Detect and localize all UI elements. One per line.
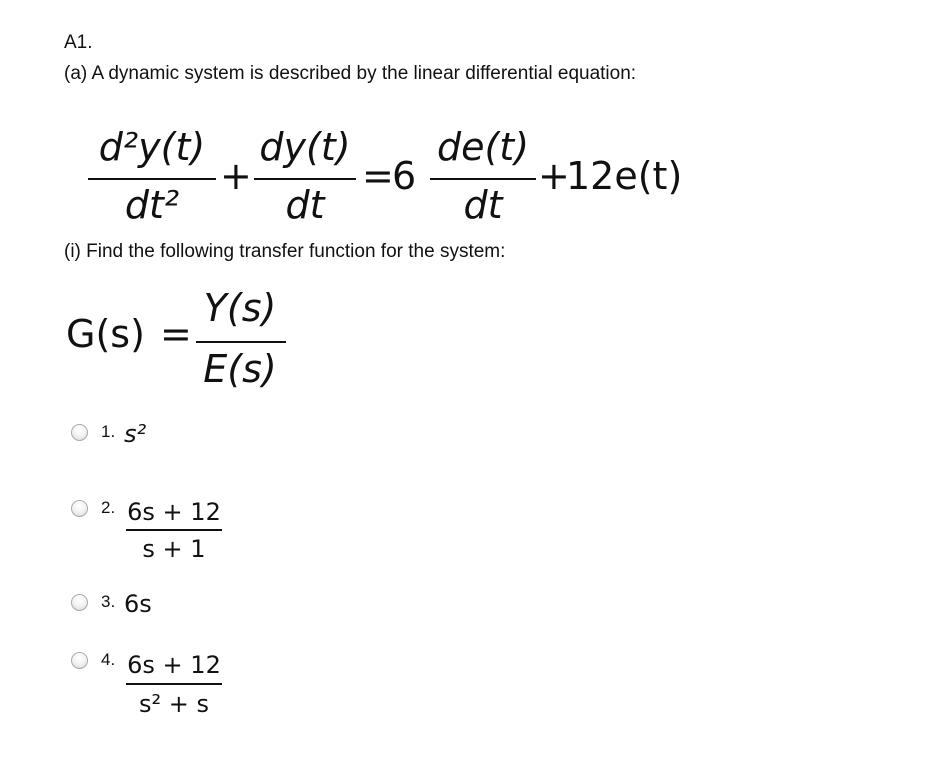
option-number: 2. bbox=[101, 498, 116, 517]
transfer-denominator: E(s) bbox=[203, 347, 277, 391]
option-1-answer: s² bbox=[124, 420, 147, 448]
term4: 12e(t) bbox=[566, 154, 683, 198]
option-number: 3. bbox=[101, 592, 116, 611]
term3-numerator: de(t) bbox=[436, 125, 530, 169]
transfer-numerator: Y(s) bbox=[203, 286, 277, 330]
equals-sign: = bbox=[362, 154, 394, 198]
fraction-bar bbox=[126, 683, 222, 685]
fraction-bar bbox=[88, 178, 216, 180]
part-i-text: (i) Find the following transfer function for the system: bbox=[64, 241, 506, 262]
option-number: 4. bbox=[101, 650, 116, 669]
equals-sign: = bbox=[160, 312, 192, 356]
plus-sign: + bbox=[220, 154, 252, 198]
option-1-radio[interactable] bbox=[71, 424, 88, 441]
option-2-denominator: s + 1 bbox=[142, 535, 206, 563]
option-2-radio[interactable] bbox=[71, 500, 88, 517]
fraction-bar bbox=[196, 341, 286, 343]
option-4-denominator: s² + s bbox=[139, 690, 209, 718]
fraction-bar bbox=[430, 178, 536, 180]
coefficient: 6 bbox=[392, 154, 417, 198]
option-4-numerator: 6s + 12 bbox=[127, 651, 221, 679]
option-3-radio[interactable] bbox=[71, 594, 88, 611]
term1-denominator: dt² bbox=[124, 183, 180, 227]
term3-denominator: dt bbox=[463, 183, 503, 227]
option-4-radio[interactable] bbox=[71, 652, 88, 669]
term1-numerator: d²y(t) bbox=[98, 125, 206, 169]
question-number: A1. bbox=[64, 32, 93, 53]
plus-sign: + bbox=[538, 154, 570, 198]
option-3-answer: 6s bbox=[124, 590, 152, 618]
option-2-numerator: 6s + 12 bbox=[127, 498, 221, 526]
fraction-bar bbox=[126, 529, 222, 531]
part-a-text: (a) A dynamic system is described by the linear differential equation: bbox=[64, 63, 637, 84]
term2-numerator: dy(t) bbox=[259, 125, 351, 169]
fraction-bar bbox=[254, 178, 356, 180]
term2-denominator: dt bbox=[285, 183, 325, 227]
option-number: 1. bbox=[101, 422, 116, 441]
transfer-lhs: G(s) bbox=[66, 312, 145, 356]
